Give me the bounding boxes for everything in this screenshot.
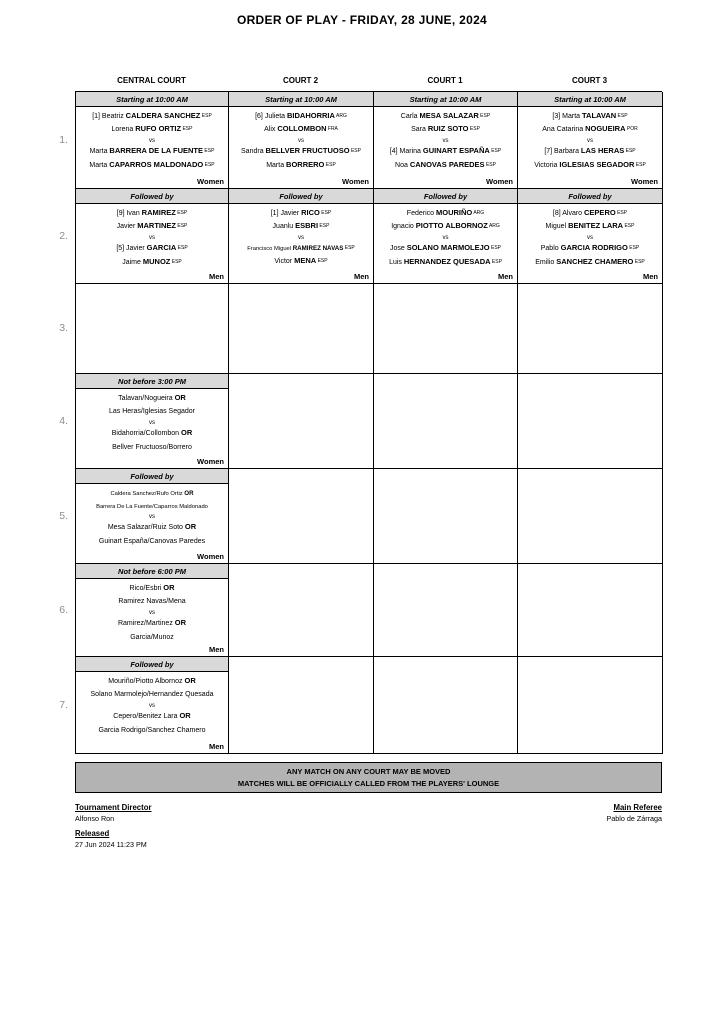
empty-cell: [518, 374, 663, 469]
match-time-header: Not before 3:00 PM: [76, 374, 228, 389]
player-surname: NOGUEIRA: [585, 124, 626, 134]
category-label: Men: [209, 742, 224, 751]
player-surname: GARCIA: [146, 243, 177, 253]
player-first-name: Solano Marmolejo/Hernandez Quesada: [90, 691, 214, 699]
empty-cell: [518, 657, 663, 754]
vs-label: vs: [442, 137, 449, 144]
player-line: [374, 220, 517, 233]
notice-banner: [75, 762, 662, 793]
court-headers: [75, 76, 662, 91]
vs-label: vs: [587, 137, 593, 144]
player-first-name: Marta: [89, 148, 110, 156]
player-surname: LAS HERAS: [580, 146, 625, 156]
country-code: ESP: [484, 161, 496, 168]
match-cell-r7-c1: [76, 657, 229, 754]
match-time-header: Not before 6:00 PM: [76, 564, 228, 579]
player-surname: OR: [163, 583, 175, 593]
row-number-7: 7.: [59, 698, 68, 711]
player-line: [76, 582, 228, 595]
player-line: [229, 242, 373, 255]
player-line: [76, 675, 228, 688]
match-time-header: Followed by: [229, 189, 373, 204]
country-code: ESP: [489, 148, 502, 155]
player-first-name: Victoria: [534, 161, 560, 169]
player-line: [518, 145, 662, 158]
category-label: Men: [354, 272, 369, 281]
page-title: ORDER OF PLAY - FRIDAY, 28 JUNE, 2024: [236, 13, 488, 27]
player-line: [76, 688, 228, 701]
player-surname: COLLOMBON: [277, 124, 327, 134]
match-cell-r4-c1: [76, 374, 229, 469]
player-line: [76, 123, 228, 136]
player-first-name: Pablo: [540, 245, 561, 253]
country-code: ESP: [170, 258, 182, 265]
player-surname: MENA: [294, 256, 317, 266]
court-header-court1: COURT 1: [427, 76, 463, 85]
match-body: [518, 107, 662, 177]
player-line: [76, 145, 228, 158]
player-first-name: Mouriño/Piotto Albornoz: [108, 678, 185, 686]
country-code: ARG: [472, 210, 485, 217]
player-line: [76, 617, 228, 630]
player-first-name: Las Heras/Iglesias Segador: [109, 408, 195, 416]
empty-cell: [374, 657, 518, 754]
court-header-court2: COURT 2: [282, 76, 319, 85]
country-code: ESP: [175, 223, 188, 230]
player-surname: RUIZ SOTO: [427, 124, 469, 134]
court-header-central: CENTRAL COURT: [117, 76, 186, 85]
player-first-name: Marta: [89, 161, 110, 169]
player-first-name: Juanlu: [272, 223, 296, 231]
player-surname: MARTINEZ: [137, 221, 176, 231]
row-number-5: 5.: [59, 509, 68, 522]
player-surname: GARCIA RODRIGO: [560, 243, 628, 253]
player-line: [518, 242, 662, 255]
vs-label: vs: [149, 234, 155, 241]
player-first-name: Luis: [389, 258, 404, 266]
player-first-name: Javier: [116, 223, 138, 231]
player-first-name: Ana Catarina: [542, 126, 586, 134]
player-line: [76, 710, 228, 723]
player-first-name: Rico/Esbri: [129, 585, 164, 593]
match-cell-r2-c2: [229, 189, 374, 284]
notice-line-2: MATCHES WILL BE OFFICIALLY CALLED FROM THE PLAYERS' LOUNGE: [237, 778, 500, 788]
player-first-name: Cepero/Benitez Lara: [113, 713, 180, 721]
player-first-name: Emilio: [535, 258, 557, 266]
player-line: [374, 145, 517, 158]
player-line: [229, 110, 373, 123]
player-surname: MOURIÑO: [435, 208, 473, 218]
category-label: Women: [197, 552, 224, 561]
player-surname: ESBRI: [295, 221, 319, 231]
row-number-4: 4.: [59, 414, 68, 427]
footer-right: [606, 803, 662, 849]
vs-label: vs: [149, 702, 155, 709]
player-surname: CEPERO: [584, 208, 616, 218]
player-surname: RAMIREZ NAVAS: [292, 245, 344, 253]
player-first-name: Barrera De La Fuente/Caparros Maldonado: [96, 503, 208, 510]
player-first-name: [9] Ivan: [116, 210, 142, 218]
match-time-header: Starting at 10:00 AM: [76, 92, 228, 107]
match-time-header: Starting at 10:00 AM: [229, 92, 373, 107]
player-first-name: Lorena: [111, 126, 136, 134]
country-code: ESP: [623, 223, 635, 230]
country-code: ESP: [624, 148, 636, 155]
main-referee-label: Main Referee: [613, 803, 662, 813]
player-line: [518, 158, 662, 171]
country-code: POR: [625, 126, 638, 133]
category-label: Women: [486, 177, 513, 186]
vs-label: vs: [149, 513, 155, 520]
player-line: [76, 255, 228, 268]
match-body: [229, 107, 373, 177]
row-number-1: 1.: [59, 133, 68, 146]
notice-line-1: ANY MATCH ON ANY COURT MAY BE MOVED: [286, 767, 451, 776]
empty-cell: [518, 284, 663, 374]
player-line: [229, 145, 373, 158]
country-code: ARG: [334, 113, 347, 120]
player-first-name: Bidahorria/Collombon: [111, 430, 181, 438]
country-code: ESP: [343, 245, 355, 252]
vs-label: vs: [587, 234, 593, 241]
player-line: [76, 242, 228, 255]
player-first-name: Federico: [406, 210, 436, 218]
player-first-name: Sandra: [241, 148, 266, 156]
player-line: [76, 500, 228, 513]
country-code: ESP: [633, 258, 645, 265]
player-line: [229, 220, 373, 233]
player-line: [374, 207, 517, 220]
player-line: [76, 427, 228, 440]
player-surname: IGLESIAS SEGADOR: [559, 159, 635, 169]
player-surname: MUNOZ: [142, 256, 171, 266]
player-line: [76, 207, 228, 220]
schedule-grid: [75, 91, 662, 754]
vs-label: vs: [149, 609, 155, 616]
country-code: ESP: [478, 113, 491, 120]
player-surname: CALDERA SANCHEZ: [125, 111, 201, 121]
player-surname: CANOVAS PAREDES: [409, 159, 485, 169]
player-first-name: Garcia Rodrigo/Sanchez Chamero: [98, 726, 206, 734]
player-surname: CAPARROS MALDONADO: [109, 159, 204, 169]
empty-cell: [374, 374, 518, 469]
country-code: ESP: [616, 113, 628, 120]
empty-cell: [229, 564, 374, 657]
empty-cell: [229, 657, 374, 754]
row-number-6: 6.: [59, 603, 68, 616]
footer: [75, 803, 662, 849]
tournament-director-name: Alfonso Ron: [75, 814, 115, 824]
player-surname: OR: [174, 393, 186, 403]
country-code: ESP: [181, 126, 193, 133]
country-code: ESP: [324, 161, 336, 168]
player-surname: RICO: [301, 208, 320, 218]
country-code: ESP: [316, 258, 328, 265]
match-cell-r1-c3: [374, 92, 518, 189]
category-label: Men: [209, 272, 224, 281]
player-first-name: [1] Javier: [270, 210, 302, 218]
player-surname: OR: [184, 522, 197, 532]
player-line: [229, 255, 373, 268]
player-line: [76, 723, 228, 736]
player-line: [76, 392, 228, 405]
player-first-name: Noa: [395, 161, 410, 169]
match-cell-r1-c4: [518, 92, 663, 189]
country-code: ESP: [203, 161, 215, 168]
player-surname: RAMIREZ: [141, 208, 176, 218]
country-code: FRA: [326, 126, 338, 133]
match-time-header: Followed by: [76, 657, 228, 672]
player-first-name: Francisco Miguel: [247, 246, 293, 253]
player-surname: OR: [179, 711, 191, 721]
main-referee-name: Pablo de Zárraga: [606, 814, 662, 824]
player-first-name: Talavan/Nogueira: [118, 395, 175, 403]
player-surname: BORRERO: [286, 159, 325, 169]
match-time-header: Followed by: [76, 189, 228, 204]
match-time-header: Starting at 10:00 AM: [518, 92, 662, 107]
player-line: [76, 534, 228, 547]
player-surname: OR: [184, 676, 196, 686]
player-line: [76, 110, 228, 123]
row-number-3: 3.: [59, 322, 68, 334]
player-line: [518, 207, 662, 220]
country-code: ESP: [203, 148, 215, 155]
player-line: [76, 521, 228, 534]
player-line: [374, 255, 517, 268]
player-surname: GUINART ESPAÑA: [422, 146, 490, 156]
vs-label: vs: [149, 419, 155, 426]
player-first-name: [3] Marta: [552, 113, 582, 121]
player-line: [374, 123, 517, 136]
player-surname: BELLVER FRUCTUOSO: [265, 146, 350, 156]
player-line: [229, 207, 373, 220]
player-line: [518, 220, 662, 233]
empty-cell: [229, 374, 374, 469]
player-first-name: Ramirez Navas/Mena: [118, 598, 186, 606]
player-line: [374, 158, 517, 171]
match-body: [76, 107, 228, 177]
player-first-name: Sara: [411, 126, 428, 134]
player-first-name: Ramirez/Martinez: [117, 620, 175, 628]
player-first-name: Miguel: [545, 223, 569, 231]
player-line: [229, 158, 373, 171]
player-surname: OR: [184, 490, 194, 498]
match-time-header: Followed by: [518, 189, 662, 204]
schedule-table: [75, 76, 662, 849]
player-line: [518, 255, 662, 268]
player-first-name: Mesa Salazar/Ruiz Soto: [107, 524, 185, 532]
player-line: [76, 220, 228, 233]
player-surname: HERNANDEZ QUESADA: [403, 256, 491, 266]
player-line: [76, 630, 228, 643]
country-code: ESP: [489, 245, 502, 252]
category-label: Men: [209, 645, 224, 654]
match-cell-r6-c1: [76, 564, 229, 657]
player-first-name: [8] Alvaro: [552, 210, 585, 218]
country-code: ESP: [627, 245, 640, 252]
player-first-name: Ignacio: [391, 223, 416, 231]
player-surname: MESA SALAZAR: [419, 111, 479, 121]
player-first-name: Victor: [274, 258, 295, 266]
player-surname: OR: [181, 428, 193, 438]
player-first-name: Bellver Fructuoso/Borrero: [112, 443, 192, 451]
country-code: ARG: [487, 223, 500, 230]
player-first-name: [5] Javier: [116, 245, 147, 253]
match-time-header: Followed by: [374, 189, 517, 204]
empty-cell: [229, 284, 374, 374]
player-surname: SANCHEZ CHAMERO: [556, 256, 634, 266]
row-numbers: [48, 91, 70, 753]
match-body: [76, 579, 228, 645]
player-first-name: [7] Barbara: [544, 148, 581, 156]
country-code: ESP: [176, 245, 188, 252]
player-surname: TALAVAN: [582, 111, 617, 121]
player-first-name: Jose: [389, 245, 407, 253]
player-line: [229, 123, 373, 136]
player-surname: SOLANO MARMOLEJO: [406, 243, 490, 253]
player-line: [76, 158, 228, 171]
match-body: [518, 204, 662, 272]
player-line: [76, 595, 228, 608]
empty-cell: [229, 469, 374, 564]
match-cell-r2-c4: [518, 189, 663, 284]
empty-cell: [374, 564, 518, 657]
country-code: ESP: [490, 258, 502, 265]
player-surname: RUFO ORTIZ: [135, 124, 182, 134]
player-surname: OR: [174, 618, 187, 628]
tournament-director-label: Tournament Director: [75, 803, 152, 813]
player-surname: BENITEZ LARA: [568, 221, 624, 231]
vs-label: vs: [149, 137, 155, 144]
match-body: [374, 107, 517, 177]
category-label: Women: [197, 177, 224, 186]
match-cell-r2-c3: [374, 189, 518, 284]
match-body: [76, 204, 228, 272]
country-code: ESP: [349, 148, 361, 155]
match-body: [374, 204, 517, 272]
player-surname: BIDAHORRIA: [287, 111, 335, 121]
footer-left: [75, 803, 152, 849]
vs-label: vs: [298, 137, 304, 144]
player-line: [76, 405, 228, 418]
category-label: Women: [631, 177, 658, 186]
match-cell-r2-c1: [76, 189, 229, 284]
country-code: ESP: [318, 223, 330, 230]
player-first-name: [1] Beatriz: [92, 113, 126, 121]
country-code: ESP: [468, 126, 480, 133]
country-code: ESP: [175, 210, 188, 217]
category-label: Women: [197, 457, 224, 466]
player-first-name: Guinart España/Canovas Paredes: [98, 537, 206, 545]
player-first-name: Caldera Sanchez/Rufo Ortiz: [110, 491, 185, 498]
empty-cell: [374, 284, 518, 374]
player-first-name: [4] Marina: [389, 148, 423, 156]
category-label: Women: [342, 177, 369, 186]
row-number-2: 2.: [59, 229, 68, 242]
player-first-name: Alix: [264, 126, 278, 134]
category-label: Men: [643, 272, 658, 281]
player-first-name: Carla: [400, 113, 420, 121]
player-surname: BARRERA DE LA FUENTE: [109, 146, 204, 156]
match-cell-r1-c2: [229, 92, 374, 189]
empty-cell: [518, 564, 663, 657]
player-line: [76, 487, 228, 500]
player-first-name: Jaime: [122, 258, 143, 266]
empty-cell: [518, 469, 663, 564]
released-label: Released: [75, 829, 110, 839]
vs-label: vs: [442, 234, 449, 241]
vs-label: vs: [298, 234, 304, 241]
player-first-name: [6] Julieta: [255, 113, 288, 121]
match-cell-r5-c1: [76, 469, 229, 564]
match-body: [76, 672, 228, 742]
category-label: Men: [498, 272, 513, 281]
match-cell-r1-c1: [76, 92, 229, 189]
player-line: [76, 440, 228, 453]
country-code: ESP: [615, 210, 628, 217]
empty-cell: [374, 469, 518, 564]
player-line: [518, 123, 662, 136]
player-line: [374, 242, 517, 255]
player-line: [518, 110, 662, 123]
country-code: ESP: [634, 161, 646, 168]
player-first-name: Marta: [266, 161, 287, 169]
court-header-court3: COURT 3: [571, 76, 608, 85]
country-code: ESP: [319, 210, 332, 217]
match-body: [76, 484, 228, 552]
match-time-header: Followed by: [76, 469, 228, 484]
match-body: [229, 204, 373, 272]
released-datetime: 27 Jun 2024 11:23 PM: [75, 840, 147, 850]
country-code: ESP: [200, 113, 212, 120]
player-first-name: Garcia/Munoz: [130, 633, 174, 641]
player-surname: PIOTTO ALBORNOZ: [415, 221, 488, 231]
match-body: [76, 389, 228, 457]
match-time-header: Starting at 10:00 AM: [374, 92, 517, 107]
player-line: [374, 110, 517, 123]
empty-cell: [76, 284, 229, 374]
